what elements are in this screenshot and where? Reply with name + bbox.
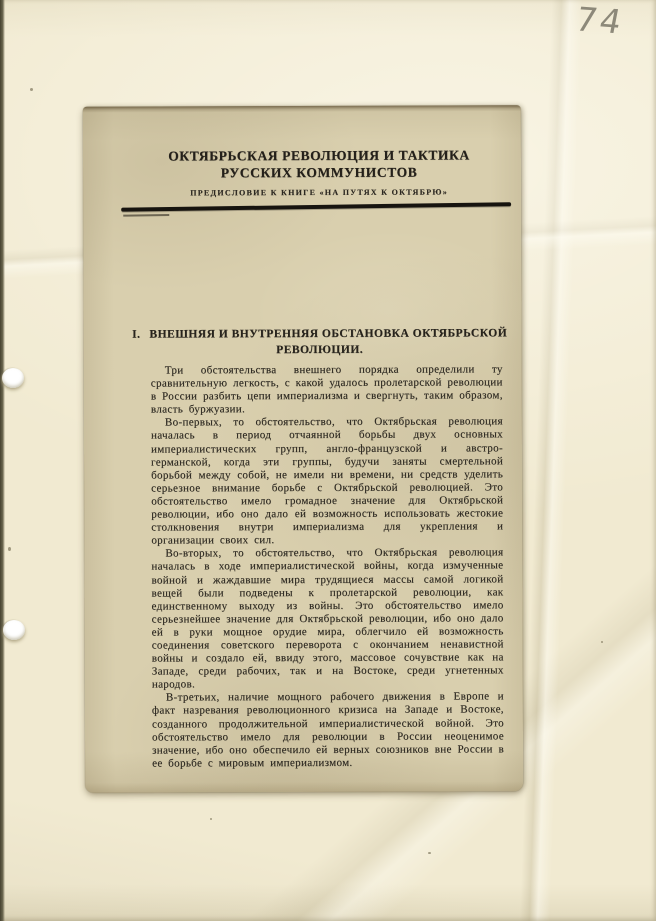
title-divider-rule [121,202,511,211]
scan-edge-left [0,0,5,921]
paper-speck [601,641,603,643]
section-heading-text: ВНЕШНЯЯ И ВНУТРЕННЯЯ ОБСТАНОВКА ОКТЯБРЬСКОЙ [149,327,508,341]
section-heading-line2: РЕВОЛЮЦИИ. [276,343,364,356]
paper-speck [30,88,33,91]
punch-hole-bottom [3,620,25,640]
pasted-document-page [83,105,523,793]
paragraph-2: Во-первых, то обстоятельство, что Октябрьская революция началась в период отчаянной борьбы двух основных империалистических групп, англо-французской и австро-германской, когда эти группы, будучи заняты смертельной борьбой между собой, не имели ни времени, ни средств уделить серьезное внимание борьбе с Октябрьской революцией. Это обстоятельство имело громадное значение для Октябрьской революции, ибо оно дало ей возможность использовать жестокие столкновения внутри империализма для укрепления и организации своих сил. [150,415,504,547]
handwritten-page-number: 74 [572,0,628,42]
paragraph-4: В-третьих, наличие мощного рабочего движения в Европе и факт назревания революционного кризиса на Западе и Востоке, созданного продолжительной империалистической войной. Это обстоятельство имело для революции в России неоценимое значение, ибо оно обеспечило ей верных союзников вне России в ее борьбе с мировым империализмом. [151,690,505,770]
paper-speck [428,852,431,854]
section-heading [118,326,522,358]
paper-speck [8,547,11,551]
document-subtitle: ПРЕДИСЛОВИЕ К КНИГЕ «НА ПУТЯХ К ОКТЯБРЮ» [190,187,449,198]
paragraph-3: Во-вторых, то обстоятельство, что Октябрьская революция началась в ходе империалистической войны, когда измученные войной и жаждавшие мира трудящиеся массы самой логикой вещей были подведены к пролетарской революции, как единственному выходу из войны. Это обстоятельство имело серьезнейшее значение для Октябрьской революции, ибо оно дало ей в руки мощное орудие мира, облегчило ей возможность соединения советского переворота с окончанием ненавистной войны и создало ей, ввиду этого, массовое сочувствие как на Западе, среди рабочих, так и на Востоке, среди угнетенных народов. [151,546,504,691]
document-title-line2: РУССКИХ КОММУНИСТОВ [220,164,418,181]
paper-speck [210,818,212,820]
body-text [151,363,504,770]
punch-hole-top [2,368,24,388]
section-heading-line1 [118,326,522,343]
paragraph-1: Три обстоятельства внешнего порядка определили ту сравнительную легкость, с какой удалось пролетарской революции в России разбить цепи империализма и свергнуть, таким образом, власть буржуазии. [150,363,503,416]
document-title-line1: ОКТЯБРЬСКАЯ РЕВОЛЮЦИЯ И ТАКТИКА [168,147,470,164]
section-number: I. [132,328,141,341]
title-block [117,146,521,197]
